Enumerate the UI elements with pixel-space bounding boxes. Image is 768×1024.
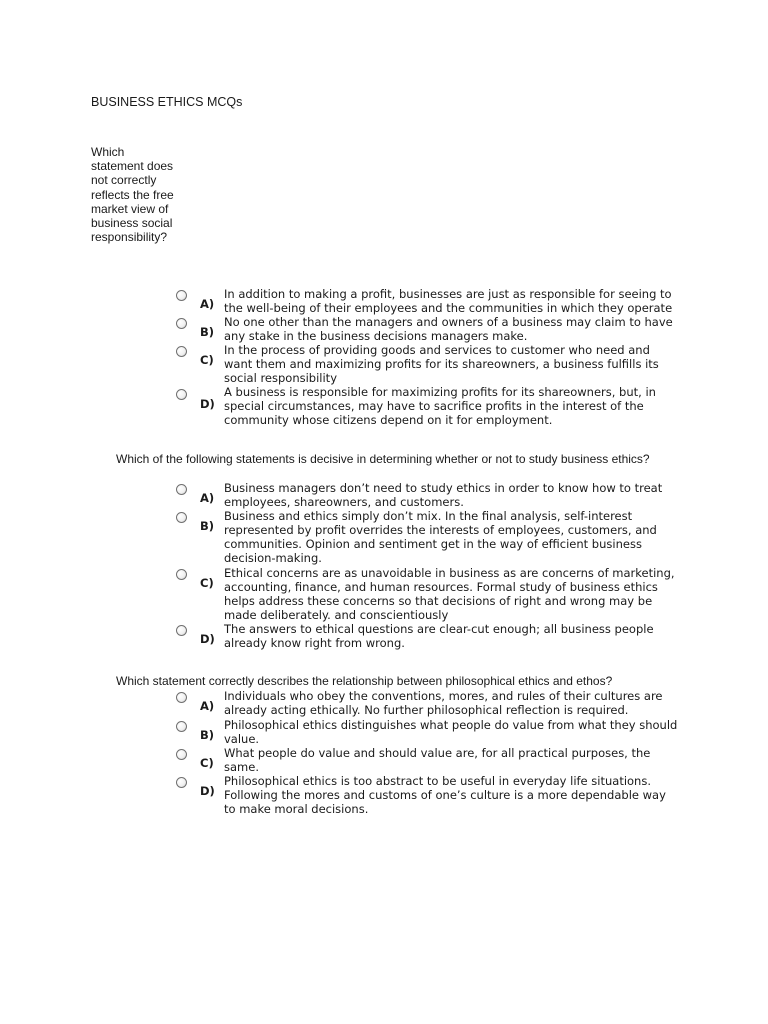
option-letter: A) <box>200 297 215 311</box>
radio-button-icon[interactable] <box>176 290 187 301</box>
option-letter: C) <box>200 353 214 367</box>
option-letter: D) <box>200 784 215 798</box>
radio-button-icon[interactable] <box>176 721 187 732</box>
radio-button-icon[interactable] <box>176 692 187 703</box>
radio-button-icon[interactable] <box>176 625 187 636</box>
option-text: The answers to ethical questions are clear-cut enough; all business people already know right from wrong. <box>224 622 654 650</box>
document-title: BUSINESS ETHICS MCQs <box>91 95 243 109</box>
radio-button-icon[interactable] <box>176 777 187 788</box>
radio-button-icon[interactable] <box>176 484 187 495</box>
option-letter: D) <box>200 632 215 646</box>
option-letter: C) <box>200 576 214 590</box>
option-letter: A) <box>200 699 215 713</box>
question-3-text: Which statement correctly describes the relationship between philosophical ethics and ethos? <box>116 674 613 688</box>
option-text: In the process of providing goods and services to customer who need and want them and maximizing profits for its shareowners, a business fulfills its social responsibility <box>224 343 659 385</box>
option-text: In addition to making a profit, businesses are just as responsible for seeing to the well-being of their employees and the communities in which they operate <box>224 287 673 315</box>
option-text: Business and ethics simply don’t mix. In the final analysis, self-interest represented by profit overrides the interests of employees, customers, and communities. Opinion and sentiment get in the way of efficient business decision-making. <box>224 509 657 565</box>
option-letter: D) <box>200 397 215 411</box>
radio-button-icon[interactable] <box>176 389 187 400</box>
radio-button-icon[interactable] <box>176 749 187 760</box>
question-1-text: Which statement does not correctly reflects the free market view of business social responsibility? <box>91 145 174 245</box>
radio-button-icon[interactable] <box>176 569 187 580</box>
option-letter: B) <box>200 728 215 742</box>
option-letter: C) <box>200 756 214 770</box>
radio-button-icon[interactable] <box>176 318 187 329</box>
option-text: Philosophical ethics is too abstract to be useful in everyday life situations. Following the mores and customs of one’s culture is a more dependable way to make moral decisions. <box>224 774 666 816</box>
option-text: Individuals who obey the conventions, mores, and rules of their cultures are already acting ethically. No further philosophical reflection is required. <box>224 689 663 717</box>
option-letter: B) <box>200 325 215 339</box>
option-text: Business managers don’t need to study ethics in order to know how to treat employees, shareowners, and customers. <box>224 481 663 509</box>
option-text: Ethical concerns are as unavoidable in business as are concerns of marketing, accounting, finance, and human resources. Formal study of business ethics helps address these concerns so that decisions of right and wrong may be made deliberately. and conscientiously <box>224 566 675 622</box>
option-text: Philosophical ethics distinguishes what people do value from what they should value. <box>224 718 678 746</box>
radio-button-icon[interactable] <box>176 512 187 523</box>
option-text: No one other than the managers and owners of a business may claim to have any stake in the business decisions managers make. <box>224 315 673 343</box>
question-2-text: Which of the following statements is decisive in determining whether or not to study business ethics? <box>116 452 650 466</box>
radio-button-icon[interactable] <box>176 346 187 357</box>
option-text: What people do value and should value are, for all practical purposes, the same. <box>224 746 651 774</box>
option-text: A business is responsible for maximizing profits for its shareowners, but, in special circumstances, may have to sacrifice profits in the interest of the community whose citizens depend on it for employment. <box>224 385 656 427</box>
option-letter: A) <box>200 491 215 505</box>
option-letter: B) <box>200 519 215 533</box>
